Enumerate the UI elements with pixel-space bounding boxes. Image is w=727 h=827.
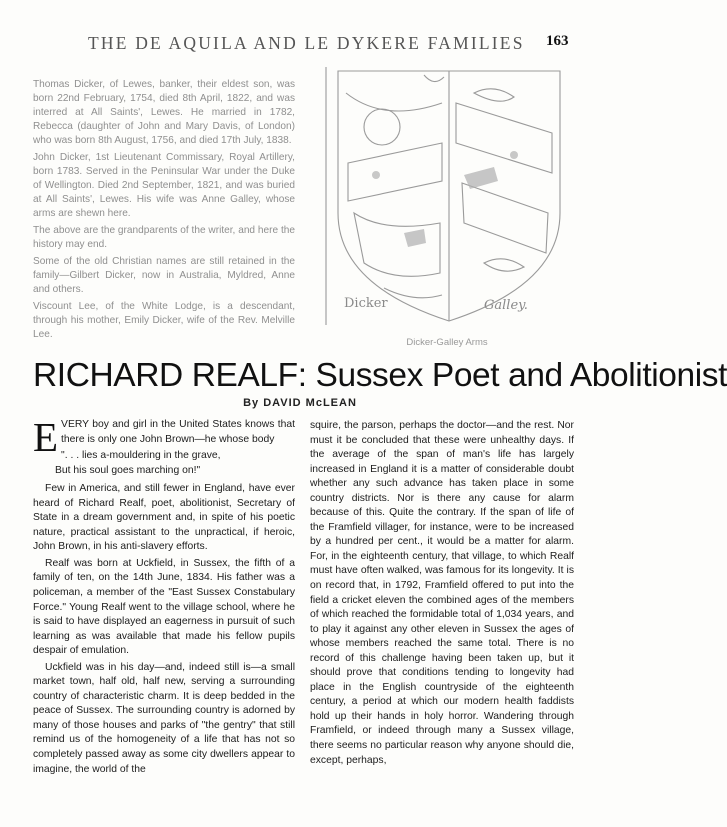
paragraph-squire-framfield: squire, the parson, perhaps the doctor—and the rest. Nor must it be concluded that these were unhealthy days. If the average of the span of man's life has largely increased in England it is a matter of considerable doubt whether any such advance has taken place in some country districts. Nor is there any cause for alarm because of this. Quite the contrary. If the span of life of the Framfield villager, for instance, were to be increased by a hundred per cent., it would be a matter for alarm. For, in the eighteenth century, that village, to which Realf must have often walked, was famous for its longevity. It is on record that, in 1792, Framfield offered to put into the field a cricket eleven the combined ages of the members of which reached the formidable total of 1,034 years, and to play it against any other eleven in Sussex the ages of whose members reached the same total. There is no record of this challenge having been taken up, but it should prove that conditions tending to longevity had place in the English countryside of the eighteenth century, a period at which our modern health faddists hold up their hands in holy horror. Wandering through Framfield, or indeed through many a Sussex village, there seems no particular reason why anyone should die, except, perhaps, xyxy=(310,420,574,766)
paragraph-uckfield: Uckfield was in his day—and, indeed still is—a small market town, half old, half new, serving a surrounding country of characteristic charm. It is deep bedded in the peace of Sussex. The surrounding country is adorned by many of those houses and parks of "the gentry" that still remind us of the homogeneity of a life that has not so completely passed away as some city dwellers appear to imagine, the world of the xyxy=(33,661,295,775)
intro-text: VERY boy and girl in the United States knows that there is only one John Brown—he whose body xyxy=(61,419,295,445)
verse-quote xyxy=(51,449,295,478)
article-title: RICHARD REALF: Sussex Poet and Abolitionist xyxy=(33,357,727,394)
paragraph-christian-names: Some of the old Christian names are still retained in the family—Gilbert Dicker, now in Australia, Myldred, Anne and others. xyxy=(33,256,295,295)
arms-label-galley: Galley. xyxy=(484,298,528,313)
paragraph-john-dicker: John Dicker, 1st Lieutenant Commissary, Royal Artillery, born 1783. Served in the Peninsular War under the Duke of Wellington. Died 2nd September, 1821, and was buried at All Saints', Lewes. His wife was Anne Galley, whose arms are shewn here. xyxy=(33,151,295,219)
verse-line-2: But his soul goes marching on!" xyxy=(55,464,201,476)
article-column-left xyxy=(33,414,295,779)
family-history-column xyxy=(33,78,295,345)
page-number: 163 xyxy=(546,33,569,49)
paragraph-viscount-lee: Viscount Lee, of the White Lodge, is a descendant, through his mother, Emily Dicker, wife of the Rev. Melville Lee. xyxy=(33,301,295,340)
paragraph-realf-born: Realf was born at Uckfield, in Sussex, the fifth of a family of ten, on the 14th June, 1834. His father was a policeman, a member of the "East Sussex Constabulary Force." Young Realf went to the village school, where he is said to have displayed an eagerness in pursuit of such learning as was available that made his fellow pupils despair of emulation. xyxy=(33,557,295,657)
arms-sketch xyxy=(324,63,570,333)
paragraph-grandparents: The above are the grandparents of the writer, and here the history may end. xyxy=(33,224,295,250)
arms-caption: Dicker-Galley Arms xyxy=(406,337,488,348)
paragraph-few-in-america: Few in America, and still fewer in England, have ever heard of Richard Realf, poet, abolitionist, Secretary of State in a dream government and, in spite of his poetic nature, practical assistant to the unpractical, if heroic, John Brown, in his anti-slavery efforts. xyxy=(33,483,295,553)
article-column-right xyxy=(310,419,574,770)
arms-label-dicker: Dicker xyxy=(344,296,388,311)
page-header xyxy=(0,30,600,56)
running-head: THE DE AQUILA AND LE DYKERE FAMILIES xyxy=(88,33,525,53)
verse-line-1: ". . . lies a-mouldering in the grave, xyxy=(61,450,221,462)
drop-cap: E xyxy=(33,414,59,460)
article-byline: By DAVID McLEAN xyxy=(243,397,357,409)
paragraph-thomas-dicker: Thomas Dicker, of Lewes, banker, their eldest son, was born 22nd February, 1754, died 8th April, 1822, and was interred at All Saints', Lewes. He married in 1782, Rebecca (daughter of John and Mary Davis, of London) who was born 8th August, 1756, and died 17th July, 1838. xyxy=(33,79,295,146)
coat-of-arms-illustration xyxy=(324,63,570,333)
